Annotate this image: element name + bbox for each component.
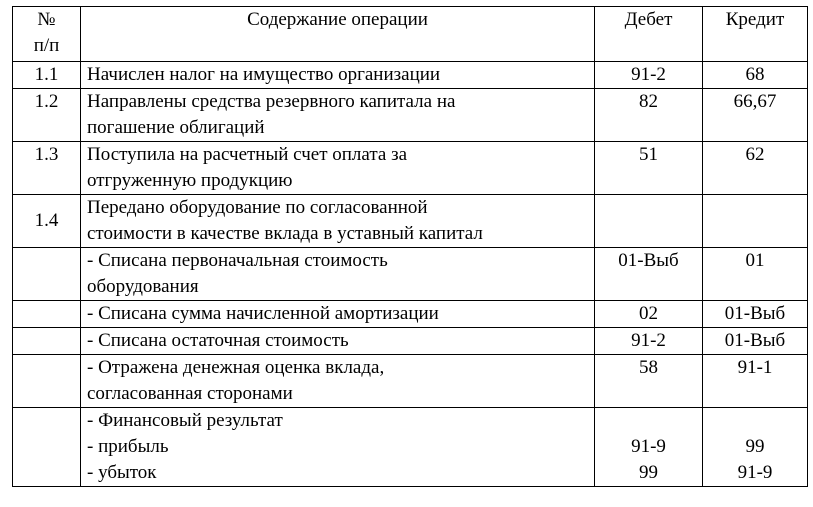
row-description-cell [81, 248, 595, 301]
description-line: погашение облигаций [87, 117, 265, 138]
debit-account-value: 51 [639, 144, 658, 165]
credit-account-value: 01-Выб [724, 303, 786, 324]
header-num-line: п/п [33, 35, 60, 56]
row-description-cell [81, 408, 595, 487]
table-row [13, 301, 808, 328]
row-number-cell [13, 355, 81, 408]
debit-account-value: 91-2 [631, 64, 666, 85]
debit-account-value: 58 [639, 357, 658, 378]
debit-account-value: 82 [639, 91, 658, 112]
credit-account-value: 01-Выб [724, 330, 786, 351]
description-line: Передано оборудование по согласованной [87, 197, 428, 218]
table-row [13, 195, 808, 248]
description-line: - убыток [87, 462, 157, 483]
description-line: Начислен налог на имущество организации [87, 64, 441, 85]
description-line: - Списана сумма начисленной амортизации [87, 303, 439, 324]
row-debit-cell [595, 355, 703, 408]
header-description-cell: Содержание операции [81, 7, 595, 62]
table-row [13, 62, 808, 89]
description-line: отгруженную продукцию [87, 170, 293, 191]
row-credit-cell [703, 248, 808, 301]
header-num-cell [13, 7, 81, 62]
row-credit-cell [703, 355, 808, 408]
row-description-cell [81, 355, 595, 408]
table-body [13, 62, 808, 487]
description-line: - прибыль [87, 436, 169, 457]
table-row [13, 328, 808, 355]
row-debit-cell [595, 89, 703, 142]
description-line: стоимости в качестве вклада в уставный капитал [87, 223, 483, 244]
row-debit-cell [595, 195, 703, 248]
row-description-cell [81, 89, 595, 142]
credit-account-value [707, 195, 803, 221]
table-row [13, 408, 808, 487]
row-number-cell [13, 408, 81, 487]
row-credit-cell [703, 301, 808, 328]
credit-account-value: 91-1 [737, 357, 773, 378]
row-credit-cell [703, 62, 808, 89]
row-credit-cell [703, 142, 808, 195]
credit-account-value: 01 [745, 250, 765, 271]
table-row [13, 89, 808, 142]
description-line: - Списана первоначальная стоимость [87, 250, 388, 271]
description-line: оборудования [87, 276, 199, 297]
table-row [13, 142, 808, 195]
table-header-row [13, 7, 808, 62]
row-number-cell: 1.3 [13, 142, 81, 195]
description-line: согласованная сторонами [87, 383, 293, 404]
description-line: - Финансовый результат [87, 410, 283, 431]
credit-account-value: 66,67 [733, 91, 777, 112]
credit-account-value: 62 [745, 144, 765, 165]
row-description-cell [81, 142, 595, 195]
operations-table [12, 6, 808, 487]
header-num-line: № [37, 9, 56, 30]
row-number-cell [13, 301, 81, 328]
row-debit-cell [595, 301, 703, 328]
row-credit-cell [703, 328, 808, 355]
header-credit-cell: Кредит [703, 7, 808, 62]
row-debit-cell [595, 62, 703, 89]
debit-account-value: 91-2 [631, 330, 666, 351]
row-credit-cell [703, 408, 808, 487]
row-credit-cell [703, 89, 808, 142]
row-credit-cell [703, 195, 808, 248]
row-number-cell [13, 248, 81, 301]
row-number-cell: 1.4 [13, 195, 81, 248]
row-description-cell [81, 301, 595, 328]
debit-account-value [599, 195, 698, 221]
credit-account-value [707, 408, 803, 434]
row-description-cell [81, 328, 595, 355]
debit-account-value: 01-Выб [618, 250, 679, 271]
row-number-cell: 1.2 [13, 89, 81, 142]
debit-account-value: 91-9 [631, 436, 666, 457]
row-debit-cell [595, 142, 703, 195]
description-line: - Списана остаточная стоимость [87, 330, 349, 351]
description-line: Поступила на расчетный счет оплата за [87, 144, 408, 165]
row-number-cell [13, 328, 81, 355]
credit-account-value: 99 [745, 436, 765, 457]
row-debit-cell [595, 328, 703, 355]
description-line: - Отражена денежная оценка вклада, [87, 357, 385, 378]
table-row [13, 248, 808, 301]
debit-account-value [599, 408, 698, 434]
document-page [12, 6, 808, 487]
credit-account-value: 68 [745, 64, 765, 85]
row-debit-cell [595, 248, 703, 301]
debit-account-value: 99 [639, 462, 658, 483]
credit-account-value: 91-9 [737, 462, 773, 483]
row-description-cell [81, 62, 595, 89]
row-description-cell [81, 195, 595, 248]
row-debit-cell [595, 408, 703, 487]
table-row [13, 355, 808, 408]
row-number-cell: 1.1 [13, 62, 81, 89]
header-debit-cell: Дебет [595, 7, 703, 62]
description-line: Направлены средства резервного капитала на [87, 91, 456, 112]
debit-account-value: 02 [639, 303, 658, 324]
